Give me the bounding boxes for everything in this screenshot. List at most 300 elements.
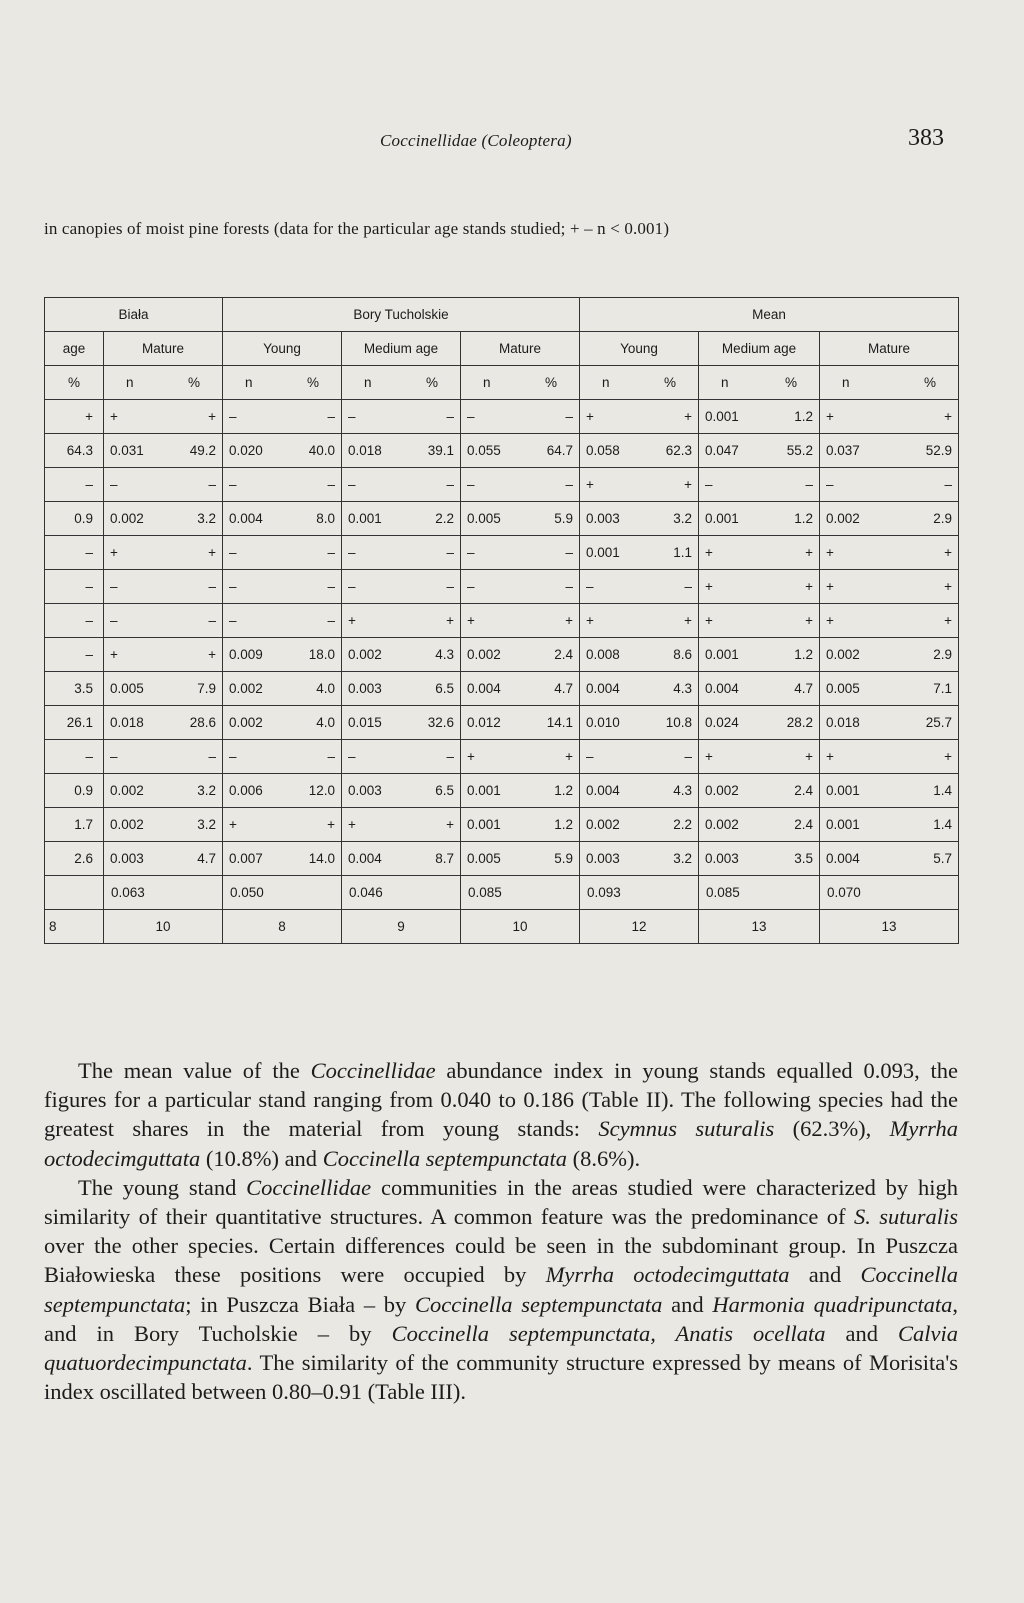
cell-n: 0.018 [110,715,144,730]
cell-percent: + [805,545,813,560]
species-name: Myrrha octodecimguttata [44,1116,959,1171]
table-cell-pair [699,570,820,604]
table-cell-pair [223,502,342,536]
cell-percent: – [208,477,216,492]
cell-percent: + [944,579,953,594]
table-cell-pair [820,434,959,468]
cell-n: 0.004 [705,681,739,696]
cell-percent: 3.2 [673,511,692,526]
table-row [45,842,959,876]
cell-n: + [826,613,834,628]
cell-percent: – [45,638,104,672]
cell-n: – [110,613,118,628]
table-cell-pair [820,468,959,502]
table-cell-pair [104,434,223,468]
table-cell-pair [223,740,342,774]
table-cell-pair [104,400,223,434]
cell-percent: 1.2 [554,783,573,798]
cell-n: 0.006 [229,783,263,798]
table-cell-pair [342,672,461,706]
cell-n: – [229,613,237,628]
cell-percent: – [565,409,573,424]
table-cell-pair [223,842,342,876]
unit-label: % [924,375,937,390]
cell-n: 0.002 [229,715,263,730]
cell-percent: 28.6 [189,715,216,730]
cell-percent: + [805,613,813,628]
cell-percent: 49.2 [189,443,216,458]
text-segment: (10.8%) and [200,1145,323,1171]
cell-percent: – [208,749,216,764]
cell-percent: 2.2 [435,511,454,526]
cell-percent: 1.7 [45,808,104,842]
cell-n: 0.058 [586,443,620,458]
table-cell-pair [104,706,223,740]
cell-n: + [705,613,713,628]
cell-n: 0.004 [467,681,501,696]
table-cell-pair [820,672,959,706]
cell-percent: 1.4 [933,783,953,798]
cell-n: 0.004 [586,783,620,798]
cell-percent: – [45,468,104,502]
cell-percent: 3.2 [197,783,216,798]
cell-n: 0.003 [586,511,620,526]
table-cell-pair [342,842,461,876]
cell-percent: – [327,545,335,560]
cell-n: 0.005 [110,681,144,696]
cell-percent: 3.2 [673,851,692,866]
cell-percent: + [208,409,216,424]
cell-n: – [826,477,834,492]
table-cell-pair [223,604,342,638]
table-cell-pair [461,502,580,536]
cell-percent: + [944,545,953,560]
cell-n: 0.002 [110,511,144,526]
table-cell-pair [104,740,223,774]
cell-percent: 1.2 [794,647,813,662]
cell-percent: 4.0 [316,681,335,696]
total-cell: 0.093 [580,876,699,910]
table-cell-pair [699,672,820,706]
species-name: S. suturalis [853,1204,958,1230]
cell-percent: 64.3 [45,434,104,468]
table-cell-pair [820,706,959,740]
cell-n: 0.009 [229,647,263,662]
table-cell-pair [699,434,820,468]
cell-n: – [348,477,356,492]
cell-n: 0.024 [705,715,739,730]
table-row [45,706,959,740]
cell-n: 0.002 [826,647,860,662]
text-segment: and [789,1262,861,1288]
table-cell-pair [580,536,699,570]
cell-n: – [110,749,118,764]
cell-n: 0.001 [705,511,739,526]
unit-pair [104,366,223,400]
text-segment: (8.6%). [567,1145,641,1171]
species-name: Calvia quatuordecimpunctata [44,1320,958,1376]
cell-n: 0.004 [229,511,263,526]
cell-n: 0.003 [586,851,620,866]
unit-label: % [784,375,797,390]
table-cell-pair [820,774,959,808]
total-cell: 0.046 [342,876,461,910]
table-cell-pair [104,672,223,706]
cell-percent: + [446,613,454,628]
cell-percent: 2.4 [794,783,813,798]
species-name: Harmonia quadripunctata [712,1291,953,1317]
cell-percent: 2.9 [933,647,953,662]
cell-percent: + [684,409,692,424]
species-count-cell: 8 [45,910,104,944]
cell-percent: – [327,613,335,628]
cell-n: – [348,749,356,764]
table-cell-pair [342,570,461,604]
cell-percent: 62.3 [665,443,692,458]
table-cell-pair [580,808,699,842]
cell-percent: 4.7 [554,681,573,696]
cell-n: 0.001 [586,545,620,560]
table-cell-pair [342,468,461,502]
page-number: 383 [908,125,944,151]
table-cell-pair [104,502,223,536]
table-cell-pair [699,808,820,842]
sub-header-row [45,332,959,366]
cell-n: – [467,477,475,492]
table-row [45,740,959,774]
cell-percent: 2.9 [933,511,953,526]
table-cell-pair [461,638,580,672]
cell-percent: – [684,579,692,594]
cell-n: 0.001 [467,783,501,798]
cell-percent: 14.1 [546,715,573,730]
cell-percent: 4.3 [673,681,692,696]
cell-n: 0.020 [229,443,263,458]
cell-n: – [110,579,118,594]
table-cell-pair [461,672,580,706]
sub-header: Young [223,332,342,366]
cell-n: + [467,613,475,628]
cell-n: – [348,545,356,560]
cell-n: – [229,409,237,424]
cell-n: 0.005 [467,511,501,526]
cell-n: + [586,613,594,628]
cell-percent: – [45,604,104,638]
species-count-cell: 10 [461,910,580,944]
unit-label: n [364,375,372,390]
cell-percent: 8.0 [316,511,335,526]
unit-label: % [45,366,104,400]
table-cell-pair [342,706,461,740]
cell-n: 0.005 [467,851,501,866]
cell-percent: 0.9 [45,502,104,536]
cell-n: 0.002 [705,817,739,832]
cell-n: – [110,477,118,492]
table-cell-pair [580,706,699,740]
cell-percent: + [446,817,454,832]
group-header-row [45,298,959,332]
table-row [45,808,959,842]
table-cell-pair [580,638,699,672]
table-cell-pair [342,604,461,638]
table-cell-pair [223,774,342,808]
cell-n: 0.001 [467,817,501,832]
cell-percent: 8.6 [673,647,692,662]
table-cell-pair [223,468,342,502]
table-cell-pair [820,604,959,638]
unit-label: % [187,375,200,390]
total-cell: 0.085 [461,876,580,910]
cell-n: 0.004 [826,851,860,866]
body-text [44,1056,958,1406]
cell-percent: – [805,477,813,492]
table-cell-pair [342,400,461,434]
table-cell-pair [580,672,699,706]
table-cell-pair [104,468,223,502]
cell-percent: 12.0 [308,783,335,798]
sub-header: Mature [104,332,223,366]
cell-n: – [229,579,237,594]
unit-label: n [842,375,850,390]
cell-n: + [229,817,237,832]
total-cell [45,876,104,910]
cell-percent: 2.2 [673,817,692,832]
table-cell-pair [699,502,820,536]
total-cell: 0.070 [820,876,959,910]
table-cell-pair [104,536,223,570]
cell-n: 0.047 [705,443,739,458]
cell-n: + [705,545,713,560]
cell-percent: – [446,477,454,492]
cell-percent: 1.2 [794,409,813,424]
cell-n: 0.055 [467,443,501,458]
cell-n: + [110,647,118,662]
species-name: Myrrha octodecimguttata [545,1262,790,1288]
cell-percent: 2.6 [45,842,104,876]
table-cell-pair [820,400,959,434]
sub-header: Young [580,332,699,366]
table-cell-pair [699,638,820,672]
table-cell-pair [461,706,580,740]
table-row [45,468,959,502]
cell-n: 0.002 [467,647,501,662]
text-segment: communities in the areas studied were characterized by high similarity of their quantitative structures. A common feature was the predominance of [44,1174,958,1230]
table-row [45,502,959,536]
cell-percent: – [944,477,953,492]
species-name: Coccinella septempunctata [415,1291,663,1317]
table-cell-pair [342,638,461,672]
cell-n: 0.018 [348,443,382,458]
cell-n: 0.002 [705,783,739,798]
unit-label: n [245,375,253,390]
cell-percent: 7.1 [933,681,953,696]
table-cell-pair [699,604,820,638]
table-row [45,774,959,808]
text-segment: and [825,1320,898,1346]
cell-percent: 3.2 [197,817,216,832]
cell-percent: 1.4 [933,817,953,832]
cell-n: 0.002 [110,817,144,832]
cell-percent: 4.0 [316,715,335,730]
cell-n: 0.005 [826,681,860,696]
species-name: Coccinella septempunctata [44,1262,958,1317]
cell-n: – [467,409,475,424]
text-segment: (62.3%), [774,1116,890,1142]
total-cell: 0.085 [699,876,820,910]
table-cell-pair [223,536,342,570]
table-cell-pair [699,774,820,808]
cell-n: – [229,477,237,492]
table-cell-pair [104,570,223,604]
cell-n: 0.002 [586,817,620,832]
cell-percent: 18.0 [308,647,335,662]
table-cell-pair [820,638,959,672]
group-header: Biała [45,298,223,332]
cell-n: – [348,579,356,594]
species-name: Coccinellidae [246,1174,372,1200]
table-cell-pair [342,434,461,468]
totals-row [45,876,959,910]
cell-n: + [348,613,356,628]
species-name: Coccinella septempunctata, Anatis ocellata [391,1320,826,1346]
cell-n: 0.003 [348,681,382,696]
cell-n: + [705,579,713,594]
cell-percent: + [684,477,692,492]
cell-n: 0.002 [110,783,144,798]
cell-n: + [586,477,594,492]
unit-pair [820,366,959,400]
table-cell-pair [580,774,699,808]
paragraph [44,1173,958,1407]
text-segment: abundance index in young stands equalled 0.093, the figures for a particular stand ranging from 0.040 to 0.186 (Table II). The following species had the greatest shares in the material from young stands: [44,1058,958,1142]
cell-percent: 7.9 [197,681,216,696]
cell-percent: + [805,749,813,764]
cell-percent: – [446,579,454,594]
unit-label: % [544,375,557,390]
cell-percent: 52.9 [925,443,953,458]
cell-percent: + [805,579,813,594]
cell-percent: 4.7 [197,851,216,866]
cell-percent: 1.2 [554,817,573,832]
table-cell-pair [342,740,461,774]
table-cell-pair [580,604,699,638]
table-cell-pair [580,400,699,434]
cell-n: – [586,579,594,594]
cell-percent: + [208,647,216,662]
table-cell-pair [699,706,820,740]
cell-percent: 4.3 [435,647,454,662]
cell-percent: 0.9 [45,774,104,808]
cell-n: 0.001 [705,409,739,424]
species-name: Scymnus suturalis [598,1116,775,1142]
cell-n: 0.015 [348,715,382,730]
cell-n: – [467,545,475,560]
table-cell-pair [342,774,461,808]
cell-n: 0.008 [586,647,620,662]
group-header: Mean [580,298,959,332]
cell-n: + [826,545,834,560]
cell-percent: – [208,579,216,594]
cell-percent: – [684,749,692,764]
cell-n: 0.002 [348,647,382,662]
cell-percent: – [327,579,335,594]
cell-percent: 32.6 [427,715,454,730]
cell-n: 0.001 [705,647,739,662]
cell-percent: 2.4 [554,647,573,662]
table-cell-pair [104,842,223,876]
cell-n: – [348,409,356,424]
sub-header: Medium age [699,332,820,366]
species-count-row [45,910,959,944]
cell-n: – [586,749,594,764]
cell-n: + [705,749,713,764]
text-segment: . The similarity of the community structure expressed by means of Morisita's index oscillated between 0.80–0.91 (Table III). [44,1350,958,1405]
table-cell-pair [461,468,580,502]
table-cell-pair [580,468,699,502]
cell-percent: 2.4 [794,817,813,832]
table-cell-pair [223,706,342,740]
table-cell-pair [342,536,461,570]
table-cell-pair [820,536,959,570]
cell-percent: 3.5 [794,851,813,866]
cell-n: + [586,409,594,424]
table-cell-pair [461,808,580,842]
unit-label: n [721,375,729,390]
table-cell-pair [820,502,959,536]
cell-percent: – [327,409,335,424]
table-cell-pair [223,400,342,434]
table-cell-pair [699,740,820,774]
cell-percent: – [45,740,104,774]
cell-percent: + [45,400,104,434]
cell-n: + [110,545,118,560]
cell-percent: 39.1 [427,443,454,458]
table-cell-pair [461,434,580,468]
table-cell-pair [699,400,820,434]
table-row [45,434,959,468]
cell-percent: + [944,613,953,628]
table-cell-pair [342,502,461,536]
cell-n: 0.004 [586,681,620,696]
unit-label: % [306,375,319,390]
cell-percent: – [446,409,454,424]
table-cell-pair [104,604,223,638]
table-caption: in canopies of moist pine forests (data for the particular age stands studied; + – n < 0.001) [44,219,670,238]
cell-n: + [826,409,834,424]
species-count-cell: 10 [104,910,223,944]
table-cell-pair [223,808,342,842]
unit-label: % [425,375,438,390]
table-cell-pair [580,502,699,536]
table-cell-pair [223,434,342,468]
unit-pair [461,366,580,400]
cell-n: – [229,749,237,764]
cell-percent: + [327,817,335,832]
running-title: Coccinellidae (Coleoptera) [380,131,572,150]
cell-percent: – [327,749,335,764]
table-cell-pair [461,774,580,808]
table-cell-pair [104,808,223,842]
species-count-cell: 12 [580,910,699,944]
table-cell-pair [820,842,959,876]
cell-percent: – [565,477,573,492]
cell-percent: 6.5 [435,783,454,798]
cell-n: 0.001 [826,783,860,798]
cell-n: 0.002 [826,511,860,526]
cell-percent: – [446,545,454,560]
table-cell-pair [461,740,580,774]
table-row [45,570,959,604]
